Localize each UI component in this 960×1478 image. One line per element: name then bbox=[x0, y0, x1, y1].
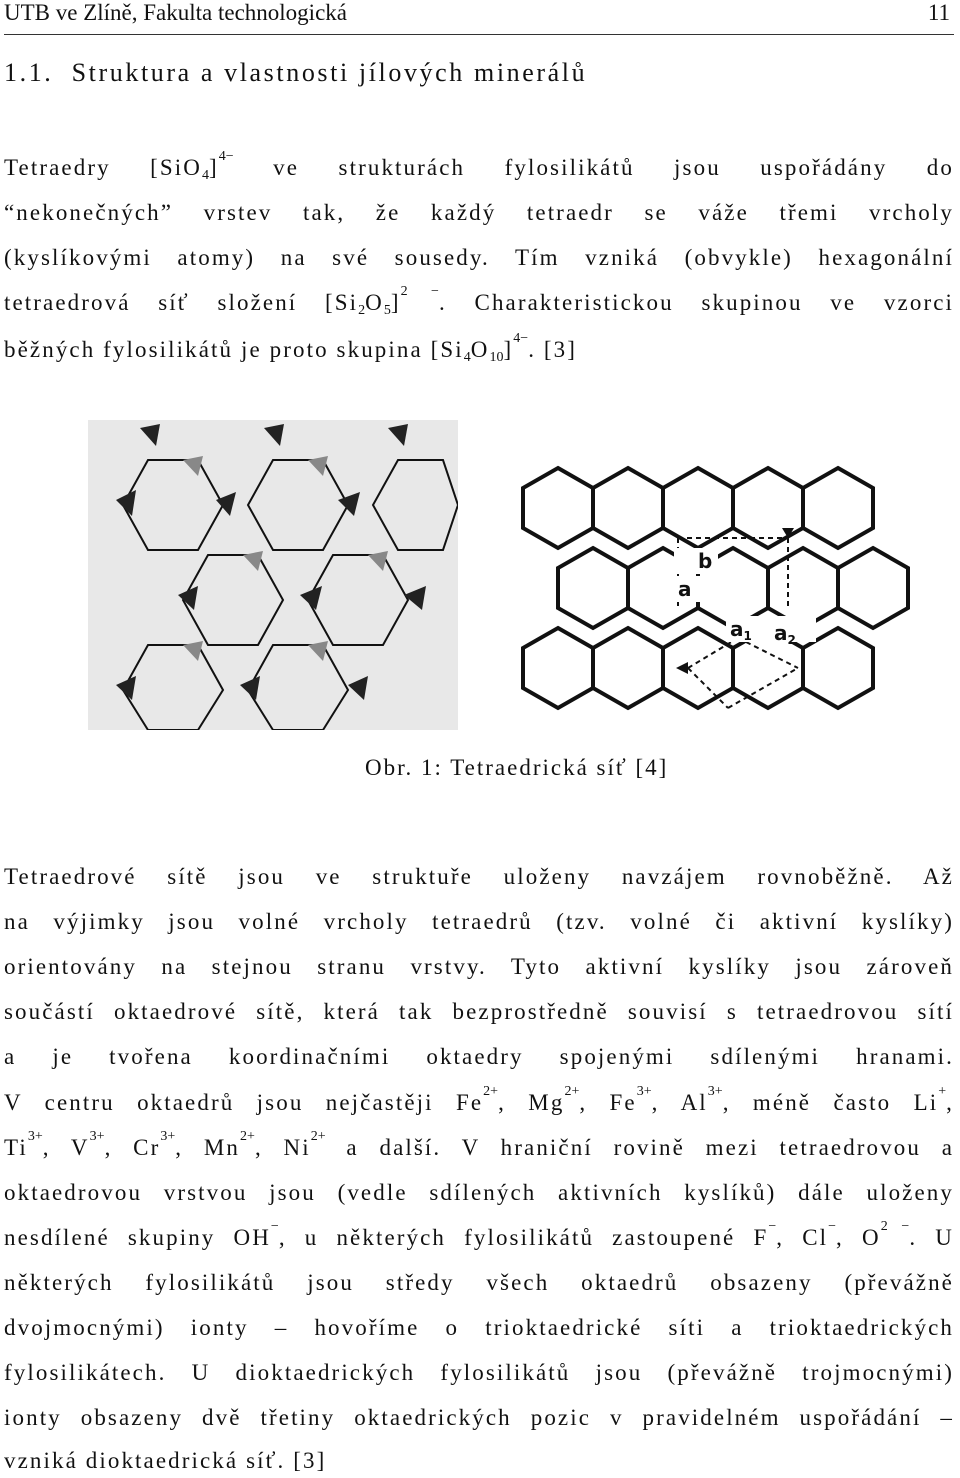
para2-line4: součástí oktaedrové sítě, která tak bezprostředně souvisí s tetraedrovou sítí bbox=[4, 999, 954, 1024]
para2-line8: oktaedrovou vrstvou jsou (vedle sdílených aktivních kyslíků) dále uloženy bbox=[4, 1180, 954, 1205]
para1-line3: (kyslíkovými atomy) na své sousedy. Tím vzniká (obvykle) hexagonální bbox=[4, 245, 954, 270]
figure-caption: Obr. 1: Tetraedrická síť [4] bbox=[365, 755, 669, 780]
para2-line11: dvojmocnými) ionty – hovoříme o trioktaedrické síti a trioktaedrických bbox=[4, 1315, 954, 1340]
tetrahedra-polyhedral-image bbox=[88, 420, 458, 730]
figure-tetrahedral-sheet bbox=[88, 420, 960, 732]
para2-line10: některých fylosilikátů jsou středy všech oktaedrů obsazeny (převážně bbox=[4, 1270, 954, 1295]
page-header bbox=[4, 0, 954, 35]
para2-line6: V centru oktaedrů jsou nejčastěji $Fe^{2+}$, $Mg^{2+}$, $Fe^{3+}$, $Al^{3+}$, méně často Li+, bbox=[4, 1084, 954, 1115]
para2-line2: na výjimky jsou volné vrcholy tetraedrů (tzv. volné či aktivní kyslíky) bbox=[4, 909, 954, 934]
para2-line12: fylosilikátech. U dioktaedrických fylosilikátů jsou (převážně trojmocnými) bbox=[4, 1360, 954, 1385]
label-a1: $a_1$ bbox=[730, 617, 752, 643]
hexagonal-net-diagram bbox=[498, 458, 960, 730]
para1-line5: běžných fylosilikátů je proto skupina $[Si_4O_{10}]^{4-}$. [3] bbox=[4, 331, 578, 365]
para2-line14: vzniká dioktaedrická síť. [3] bbox=[4, 1448, 327, 1473]
para2-line5: a je tvořena koordinačními oktaedry spojenými sdílenými hranami. bbox=[4, 1044, 954, 1069]
label-a: a bbox=[678, 577, 692, 601]
para1-line1: Tetraedry $[SiO_4]^{4-}$ ve strukturách fylosilikátů jsou uspořádány do bbox=[4, 149, 954, 183]
section-heading bbox=[4, 58, 587, 88]
section-title: Struktura a vlastnosti jílových minerálů bbox=[71, 58, 588, 87]
para2-line3: orientovány na stejnou stranu vrstvy. Tyto aktivní kyslíky jsou zároveň bbox=[4, 954, 954, 979]
para2-line1: Tetraedrové sítě jsou ve struktuře uloženy navzájem rovnoběžně. Až bbox=[4, 864, 954, 889]
para1-line4: tetraedrová síť složení $[Si_2O_5]^{2 -}$. Charakteristickou skupinou ve vzorci bbox=[4, 284, 954, 318]
label-a2: $a_2$ bbox=[774, 621, 796, 647]
page-number: 11 bbox=[927, 0, 950, 25]
para2-line9: nesdílené skupiny OH−, u některých fylosilikátů zastoupené F−, Cl−, $O^{2 -}$. U bbox=[4, 1219, 954, 1250]
header-institution: UTB ve Zlíně, Fakulta technologická bbox=[4, 0, 347, 25]
label-b: b bbox=[698, 549, 713, 573]
para2-line7: $Ti^{3+}$, $V^{3+}$, $Cr^{3+}$, $Mn^{2+}$, $Ni^{2+}$ a další. V hraniční rovině mezi tetraedrovou a bbox=[4, 1129, 955, 1160]
para1-line2: “nekonečných” vrstev tak, že každý tetraedr se váže třemi vrcholy bbox=[4, 200, 954, 225]
section-number: 1.1. bbox=[4, 58, 54, 87]
para2-line13: ionty obsazeny dvě třetiny oktaedrických pozic v pravidelném uspořádání – bbox=[4, 1405, 954, 1430]
